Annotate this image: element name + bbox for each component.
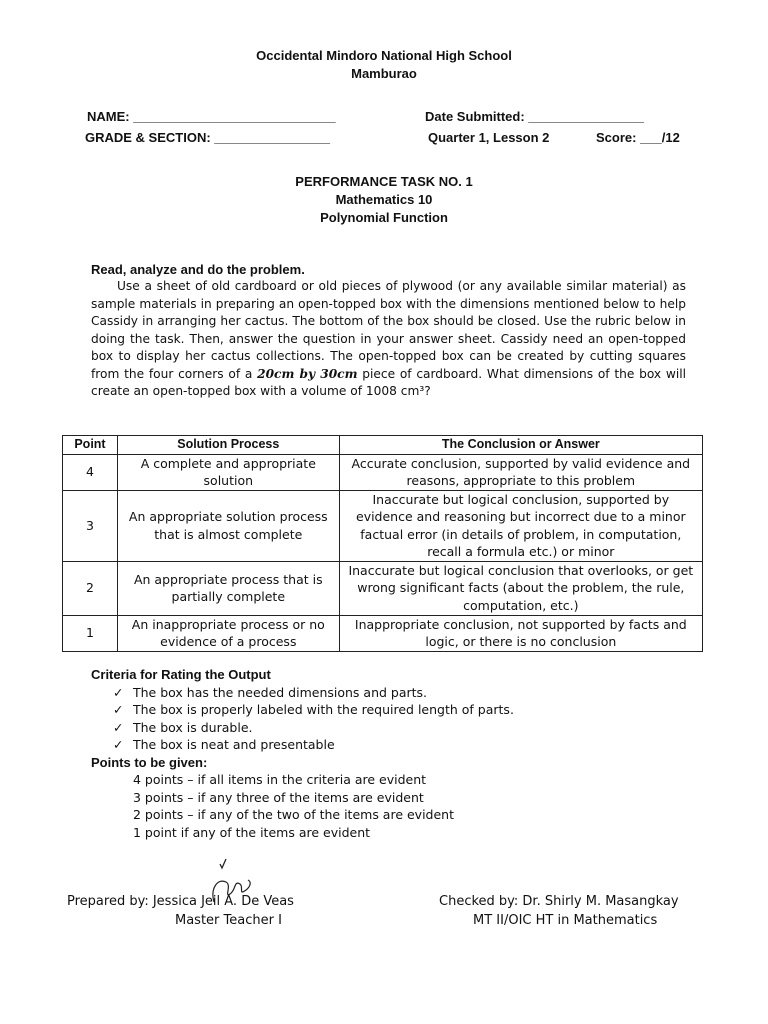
rubric-table [62,435,703,652]
list-item [113,719,514,737]
checked-by: Checked by: Dr. Shirly M. Masangkay [439,894,679,909]
problem-text-2: piece of cardboard. What dimensions of the box will create an open-topped box with a volume of 1008 cm³? [91,366,686,398]
task-title: PERFORMANCE TASK NO. 1 [295,174,473,189]
table-row [63,615,703,651]
criteria-item: The box has the needed dimensions and parts. [133,684,428,700]
list-item [113,736,514,754]
school-name: Occidental Mindoro National High School [256,48,512,63]
criteria-item: The box is durable. [133,719,253,735]
criteria-heading: Criteria for Rating the Output [91,667,271,682]
rubric-answer: Inaccurate but logical conclusion that overlooks, or get wrong significant facts (about the problem, the rule, computation, etc.) [339,561,702,615]
name-field: NAME: ____________________________ [87,109,336,124]
grade-section-field: GRADE & SECTION: ________________ [85,130,330,145]
points-item: 3 points – if any three of the items are evident [133,789,424,805]
checkmark-icon: ✓ [113,737,124,752]
criteria-item: The box is properly labeled with the required length of parts. [133,702,514,717]
task-subject: Mathematics 10 [335,192,433,207]
checkmark-icon: ✓ [113,702,124,717]
problem-dimensions: 20cm by 30cm [257,366,358,381]
points-item: 4 points – if all items in the criteria are evident [133,772,427,787]
rubric-answer: Accurate conclusion, supported by valid evidence and reasons, appropriate to this problem [339,454,702,490]
task-topic: Polynomial Function [320,210,448,225]
checkmark-icon: ✓ [113,719,124,735]
checkmark-icon: ✓ [113,684,124,700]
date-submitted-field: Date Submitted: ________________ [425,109,644,124]
task-title-block [0,173,768,227]
points-item: 1 point if any of the items are evident [133,824,371,840]
prepared-by-title: Master Teacher I [175,913,282,928]
rubric-process: A complete and appropriate solution [117,454,339,490]
quarter-lesson: Quarter 1, Lesson 2 [428,130,550,145]
rubric-process: An appropriate process that is partially complete [117,561,339,615]
rubric-process: An appropriate solution process that is almost complete [117,490,339,561]
rubric-answer: Inappropriate conclusion, not supported by facts and logic, or there is no conclusion [339,615,702,651]
points-item: 2 points – if any of the two of the items are evident [133,807,455,822]
table-row [63,454,703,490]
header-solution-process: Solution Process [117,436,339,455]
points-heading: Points to be given: [91,754,208,770]
prepared-by: Prepared by: Jessica Jeil A. De Veas [67,894,294,909]
rubric-point: 2 [63,561,118,615]
school-header [0,47,768,83]
score-field: Score: ___/12 [596,130,680,145]
problem-text-1: Use a sheet of old cardboard or old pieces of plywood (or any available similar material) as sample materials in preparing an open-topped box with the dimensions mentioned below to help Cassidy in arranging her cactus. The bottom of the box should be closed. Use the rubric below in doing the task. Then, answer the question in your answer sheet. Cassidy need an open-topped box to display her cactus collections. The open-topped box can be created by cutting squares from the four corners of a [91,279,686,381]
checked-by-title: MT II/OIC HT in Mathematics [473,913,658,928]
criteria-item: The box is neat and presentable [133,737,335,752]
list-item [113,684,514,702]
list-item [113,701,514,719]
rubric-point: 1 [63,615,118,651]
table-row [63,490,703,561]
rubric-point: 3 [63,490,118,561]
problem-statement [91,278,686,401]
rubric-header-row [63,436,703,455]
rubric-process: An inappropriate process or no evidence of a process [117,615,339,651]
header-conclusion: The Conclusion or Answer [339,436,702,455]
table-row [63,561,703,615]
points-list [133,771,514,841]
rubric-point: 4 [63,454,118,490]
header-point: Point [63,436,118,455]
instructions-heading: Read, analyze and do the problem. [91,262,305,277]
school-town: Mamburao [351,66,417,81]
rubric-answer: Inaccurate but logical conclusion, supported by evidence and reasoning but incorrect due to a minor factual error (in details of problem, in computation, recall a formula etc.) or minor [339,490,702,561]
criteria-list [91,684,514,754]
criteria-section [91,666,514,841]
